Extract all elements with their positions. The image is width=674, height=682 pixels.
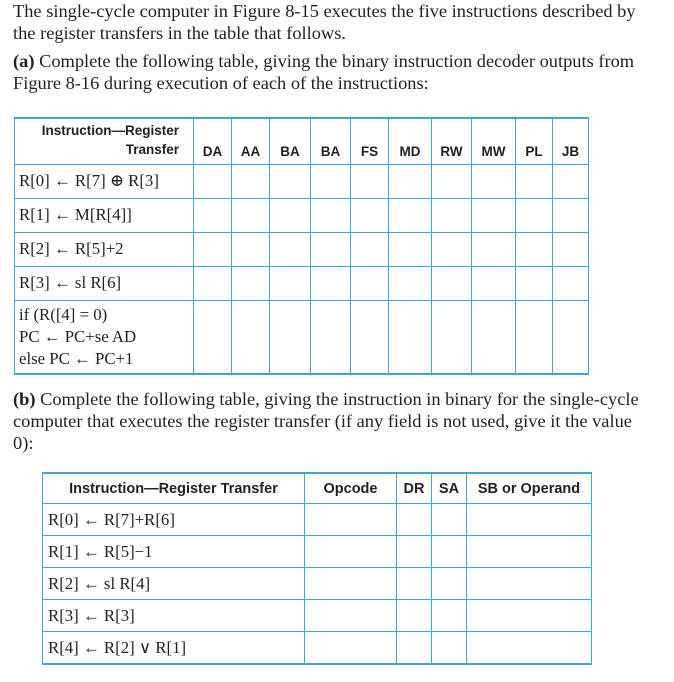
answer-cell[interactable] xyxy=(553,164,589,198)
part-a-text: Complete the following table, giving the binary instruction decoder outputs from Figure 8-16 during execution of each of the instructions: xyxy=(13,51,635,93)
answer-cell[interactable] xyxy=(270,232,311,266)
answer-cell[interactable] xyxy=(311,300,351,374)
answer-cell[interactable] xyxy=(305,632,397,665)
answer-cell[interactable] xyxy=(305,536,397,568)
answer-cell[interactable] xyxy=(305,600,397,632)
answer-cell[interactable] xyxy=(397,600,432,632)
answer-cell[interactable] xyxy=(311,164,351,198)
col-header-aa: AA xyxy=(232,118,270,164)
answer-cell[interactable] xyxy=(432,300,472,374)
answer-cell[interactable] xyxy=(305,504,397,536)
answer-cell[interactable] xyxy=(397,632,432,665)
answer-cell[interactable] xyxy=(553,266,589,300)
answer-cell[interactable] xyxy=(432,632,467,665)
answer-cell[interactable] xyxy=(232,266,270,300)
answer-cell[interactable] xyxy=(389,300,432,374)
part-b-label: (b) xyxy=(13,389,36,409)
answer-cell[interactable] xyxy=(397,504,432,536)
register-transfer-cell: R[2] ← R[5]+2 xyxy=(15,232,194,266)
answer-cell[interactable] xyxy=(472,164,516,198)
answer-cell[interactable] xyxy=(232,232,270,266)
register-transfer-cell: R[0] ← R[7]+R[6] xyxy=(43,504,305,536)
answer-cell[interactable] xyxy=(432,232,472,266)
answer-cell[interactable] xyxy=(467,600,592,632)
answer-cell[interactable] xyxy=(232,198,270,232)
answer-cell[interactable] xyxy=(389,198,432,232)
answer-cell[interactable] xyxy=(516,164,553,198)
col-header-sb-or-operand: SB or Operand xyxy=(467,473,592,504)
answer-cell[interactable] xyxy=(311,266,351,300)
instruction-binary-table xyxy=(42,472,592,665)
answer-cell[interactable] xyxy=(467,568,592,600)
answer-cell[interactable] xyxy=(305,568,397,600)
answer-cell[interactable] xyxy=(432,198,472,232)
answer-cell[interactable] xyxy=(516,300,553,374)
table-row xyxy=(15,266,589,300)
answer-cell[interactable] xyxy=(432,504,467,536)
table-row xyxy=(15,164,589,198)
col-header-pl: PL xyxy=(516,118,553,164)
answer-cell[interactable] xyxy=(194,300,232,374)
col-header-dr: DR xyxy=(397,473,432,504)
answer-cell[interactable] xyxy=(467,536,592,568)
answer-cell[interactable] xyxy=(432,536,467,568)
answer-cell[interactable] xyxy=(397,536,432,568)
register-transfer-cell: R[1] ← R[5]−1 xyxy=(43,536,305,568)
decoder-output-table xyxy=(14,117,589,375)
answer-cell[interactable] xyxy=(516,198,553,232)
table-row xyxy=(43,536,592,568)
answer-cell[interactable] xyxy=(467,504,592,536)
answer-cell[interactable] xyxy=(432,568,467,600)
answer-cell[interactable] xyxy=(432,266,472,300)
table-row xyxy=(43,568,592,600)
answer-cell[interactable] xyxy=(194,232,232,266)
answer-cell[interactable] xyxy=(432,600,467,632)
answer-cell[interactable] xyxy=(270,300,311,374)
answer-cell[interactable] xyxy=(351,198,389,232)
table-row xyxy=(43,600,592,632)
answer-cell[interactable] xyxy=(351,266,389,300)
answer-cell[interactable] xyxy=(472,198,516,232)
answer-cell[interactable] xyxy=(397,568,432,600)
answer-cell[interactable] xyxy=(194,164,232,198)
register-transfer-cell: R[1] ← M[R[4]] xyxy=(15,198,194,232)
register-transfer-cell: if (R([4] = 0) PC ← PC+se AD else PC ← PC+1 xyxy=(15,300,194,374)
answer-cell[interactable] xyxy=(351,300,389,374)
table-row xyxy=(15,198,589,232)
answer-cell[interactable] xyxy=(389,266,432,300)
answer-cell[interactable] xyxy=(232,300,270,374)
answer-cell[interactable] xyxy=(467,632,592,665)
answer-cell[interactable] xyxy=(351,164,389,198)
table-row xyxy=(15,300,589,374)
register-transfer-cell: R[3] ← sl R[6] xyxy=(15,266,194,300)
answer-cell[interactable] xyxy=(432,164,472,198)
col-header-jb: JB xyxy=(553,118,589,164)
answer-cell[interactable] xyxy=(472,232,516,266)
answer-cell[interactable] xyxy=(472,266,516,300)
instruction-register-transfer-header: Instruction—Register Transfer xyxy=(15,118,194,164)
col-header-ba: BA xyxy=(270,118,311,164)
part-b-paragraph xyxy=(13,388,653,454)
answer-cell[interactable] xyxy=(516,266,553,300)
part-a-paragraph xyxy=(13,50,653,94)
answer-cell[interactable] xyxy=(553,232,589,266)
table-row xyxy=(43,632,592,665)
answer-cell[interactable] xyxy=(232,164,270,198)
col-header-fs: FS xyxy=(351,118,389,164)
col-header-rw: RW xyxy=(432,118,472,164)
answer-cell[interactable] xyxy=(472,300,516,374)
table-row xyxy=(43,504,592,536)
answer-cell[interactable] xyxy=(351,232,389,266)
answer-cell[interactable] xyxy=(270,198,311,232)
col-header-opcode: Opcode xyxy=(305,473,397,504)
answer-cell[interactable] xyxy=(553,198,589,232)
register-transfer-cell: R[0] ← R[7] ⊕ R[3] xyxy=(15,164,194,198)
col-header-instruction-register-transfer: Instruction—Register Transfer xyxy=(43,473,305,504)
answer-cell[interactable] xyxy=(311,198,351,232)
answer-cell[interactable] xyxy=(194,198,232,232)
part-a-label: (a) xyxy=(13,51,35,71)
col-header-ba-2: BA xyxy=(311,118,351,164)
intro-paragraph: The single-cycle computer in Figure 8-15 executes the five instructions described by the register transfers in the table that follows. xyxy=(13,1,636,43)
register-transfer-cell: R[4] ← R[2] ∨ R[1] xyxy=(43,632,305,665)
answer-cell[interactable] xyxy=(311,232,351,266)
table-row xyxy=(15,232,589,266)
answer-cell[interactable] xyxy=(270,266,311,300)
answer-cell[interactable] xyxy=(516,232,553,266)
register-transfer-cell: R[2] ← sl R[4] xyxy=(43,568,305,600)
col-header-sa: SA xyxy=(432,473,467,504)
col-header-md: MD xyxy=(389,118,432,164)
answer-cell[interactable] xyxy=(270,164,311,198)
answer-cell[interactable] xyxy=(553,300,589,374)
answer-cell[interactable] xyxy=(194,266,232,300)
answer-cell[interactable] xyxy=(389,164,432,198)
col-header-da: DA xyxy=(194,118,232,164)
part-b-text: Complete the following table, giving the instruction in binary for the single-cycle computer that executes the register transfer (if any field is not used, give it the value 0): xyxy=(13,389,639,453)
answer-cell[interactable] xyxy=(389,232,432,266)
register-transfer-cell: R[3] ← R[3] xyxy=(43,600,305,632)
col-header-mw: MW xyxy=(472,118,516,164)
